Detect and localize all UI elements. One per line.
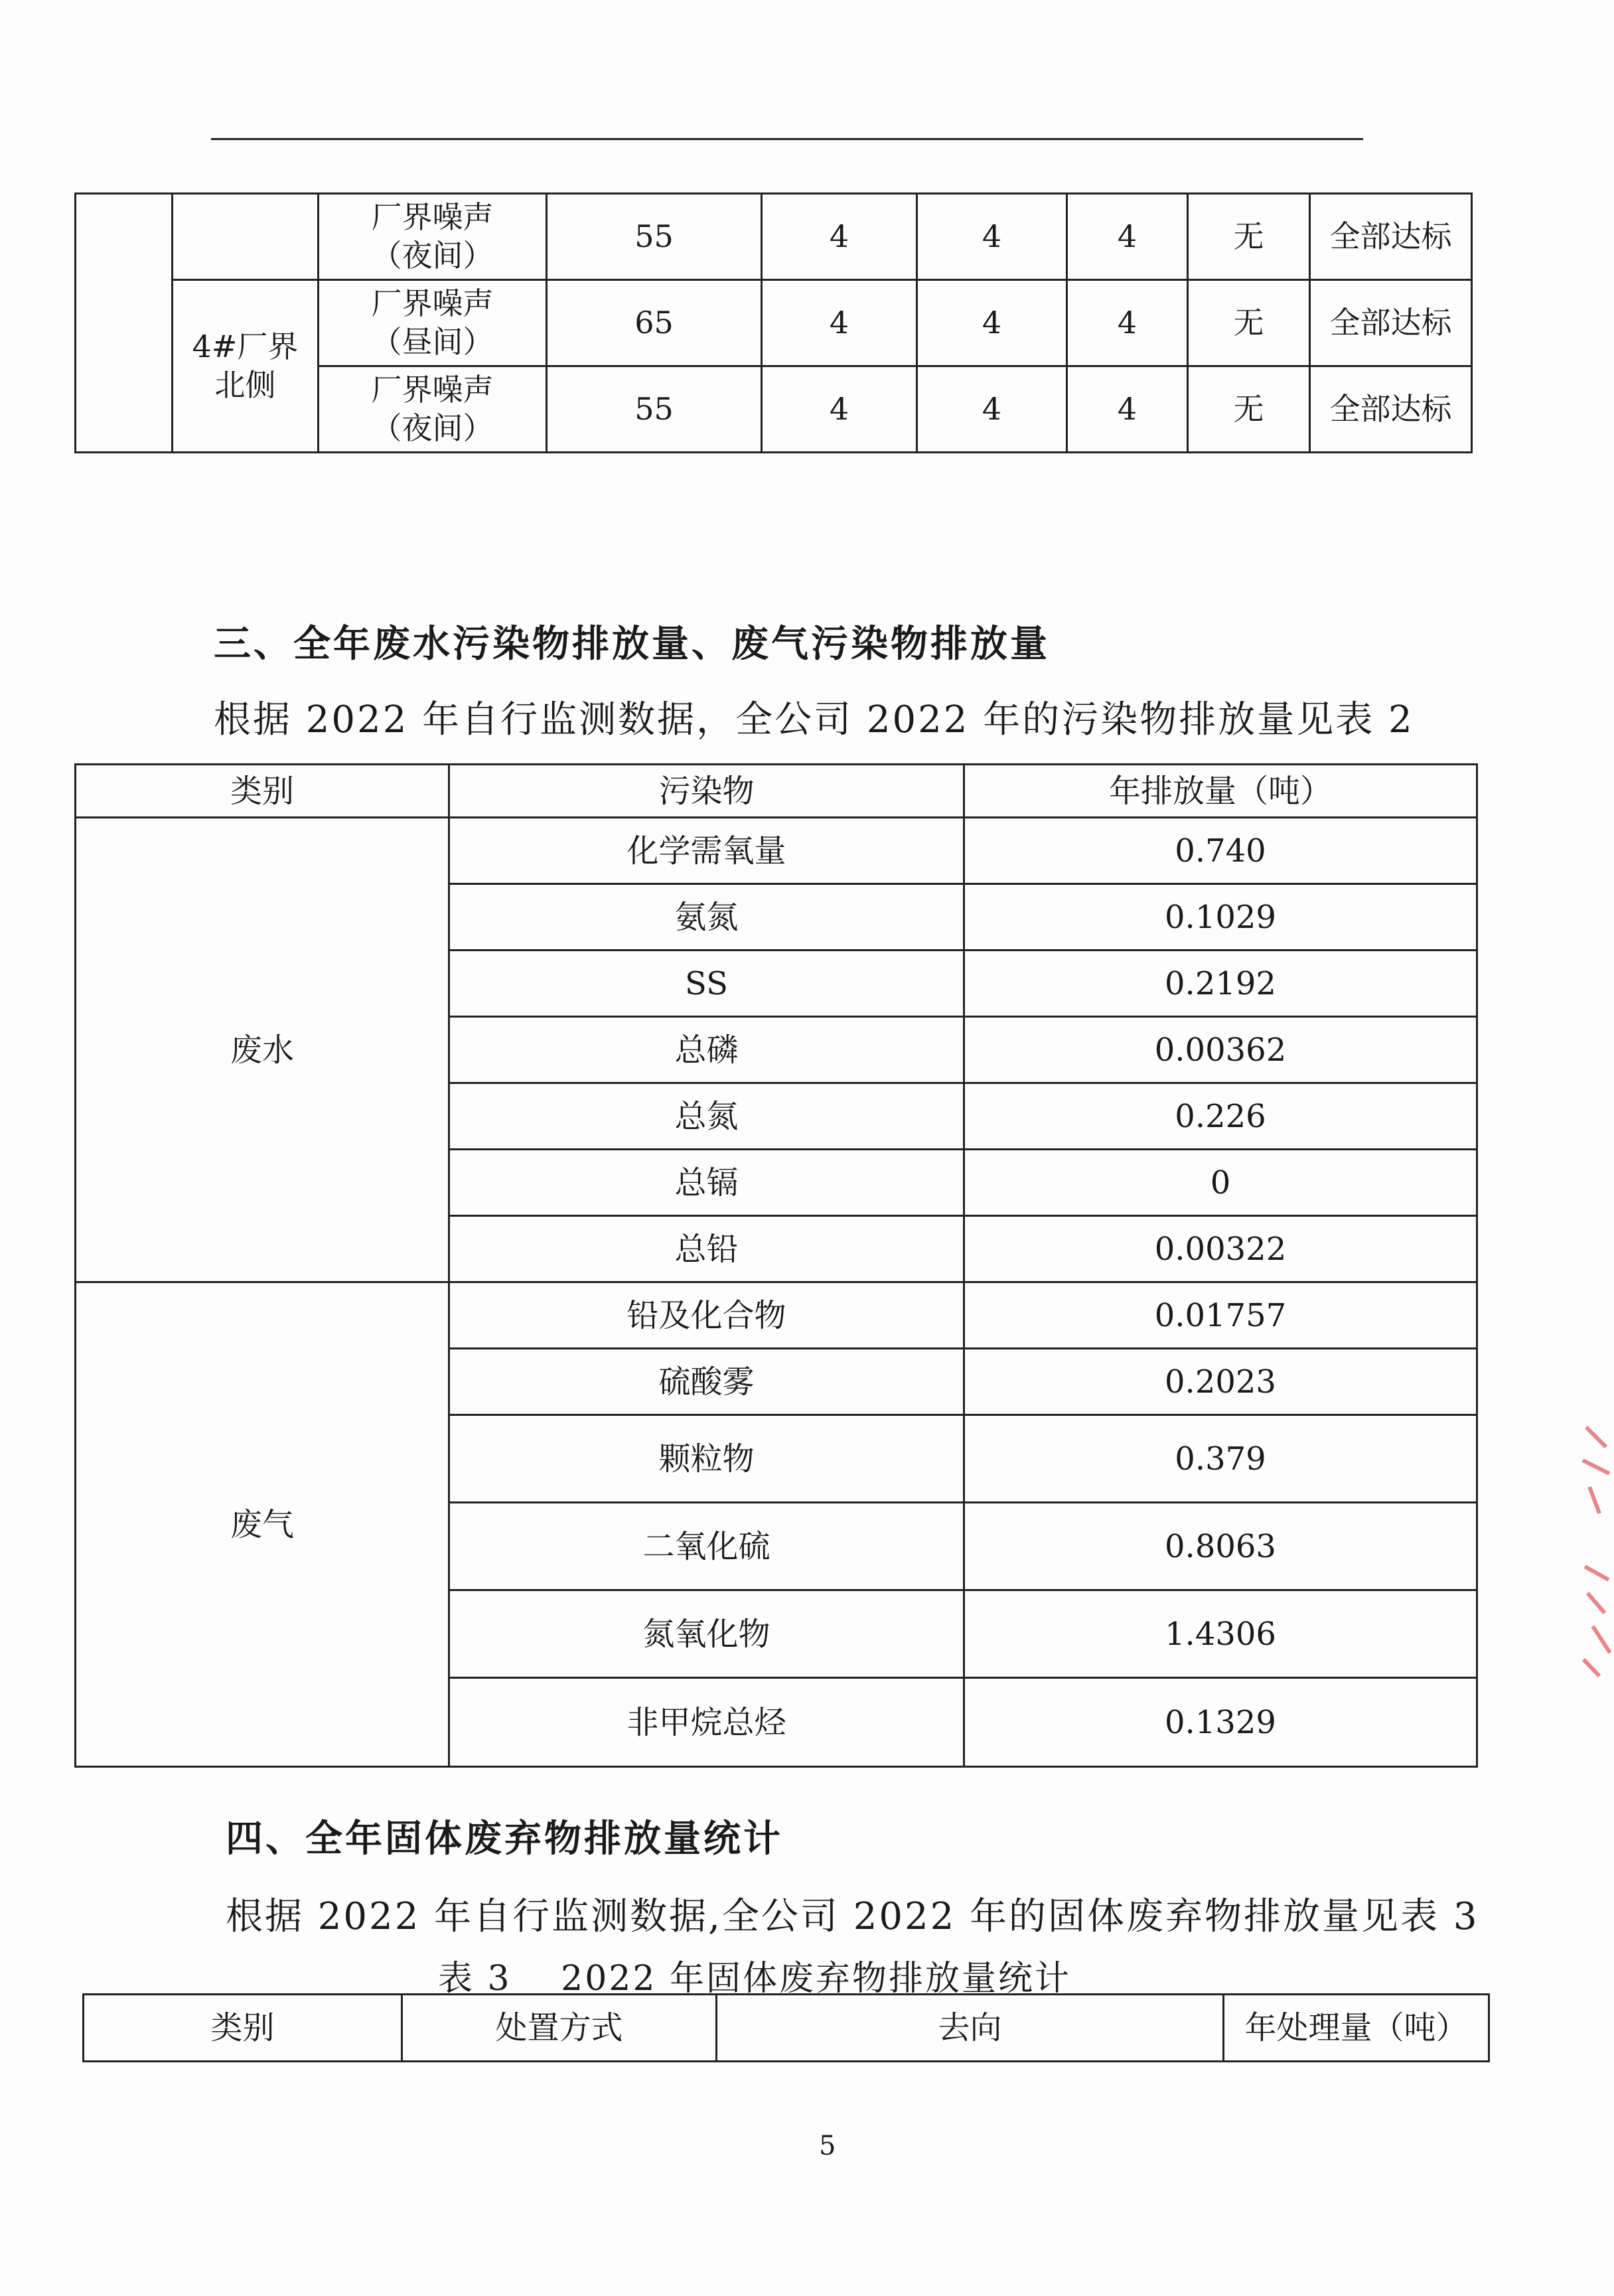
category-cell: 废气 [76, 1282, 449, 1767]
header-cell: 污染物 [449, 765, 964, 818]
table-cell: 厂界噪声 （夜间） [319, 194, 547, 280]
section-intro: 根据 2022 年自行监测数据,全公司 2022 年的固体废弃物排放量见表 3 [226, 1895, 1479, 1938]
header-cell: 年排放量（吨） [964, 765, 1477, 818]
table-cell: 0.1029 [964, 884, 1477, 951]
table-cell: 4 [917, 280, 1067, 366]
table-header-row [84, 1995, 1489, 2062]
section-intro: 根据 2022 年自行监测数据，全公司 2022 年的污染物排放量见表 2 [214, 698, 1414, 741]
table-cell: 铅及化合物 [449, 1282, 964, 1349]
table-cell: 总镉 [449, 1150, 964, 1216]
table-cell: 全部达标 [1310, 366, 1472, 453]
table-cell: 0.2023 [964, 1349, 1477, 1415]
table-cell: 全部达标 [1310, 194, 1472, 280]
table-cell: 无 [1188, 280, 1310, 366]
category-cell: 废水 [76, 818, 449, 1282]
table-cell: 总磷 [449, 1017, 964, 1083]
table-cell: 55 [547, 366, 762, 453]
table-cell: 总铅 [449, 1216, 964, 1282]
table-cell: 4 [917, 194, 1067, 280]
table-cell: 0.8063 [964, 1503, 1477, 1590]
table-cell: 无 [1188, 366, 1310, 453]
table-cell: 0.01757 [964, 1282, 1477, 1349]
table-cell: 1.4306 [964, 1590, 1477, 1678]
section-heading: 三、全年废水污染物排放量、废气污染物排放量 [214, 622, 1050, 666]
table-cell [76, 194, 173, 453]
header-cell: 类别 [76, 765, 449, 818]
header-cell: 处置方式 [402, 1995, 717, 2062]
header-cell: 类别 [84, 1995, 402, 2062]
table-cell: 0 [964, 1150, 1477, 1216]
table-cell: 全部达标 [1310, 280, 1472, 366]
table-cell: 非甲烷总烃 [449, 1678, 964, 1767]
table-cell: 无 [1188, 194, 1310, 280]
table-cell: 4 [917, 366, 1067, 453]
table-cell: 颗粒物 [449, 1415, 964, 1503]
table-cell: 4 [762, 280, 917, 366]
table-cell: 二氧化硫 [449, 1503, 964, 1590]
solid-waste-table [82, 1993, 1490, 2062]
table-cell: 0.379 [964, 1415, 1477, 1503]
table-cell: 65 [547, 280, 762, 366]
header-rule [211, 138, 1363, 140]
noise-table [74, 192, 1473, 453]
seal-stamp [1579, 1414, 1614, 1679]
table-row [76, 280, 1472, 366]
emission-table [74, 763, 1478, 1768]
table-cell: 0.2192 [964, 951, 1477, 1017]
table-cell: 0.226 [964, 1083, 1477, 1150]
table-cell: 55 [547, 194, 762, 280]
table-cell: 4 [762, 194, 917, 280]
table-cell: 0.740 [964, 818, 1477, 884]
table-cell: 4 [1067, 366, 1188, 453]
table-cell: 0.00362 [964, 1017, 1477, 1083]
table-cell: SS [449, 951, 964, 1017]
table-cell: 厂界噪声 （夜间） [319, 366, 547, 453]
table-row [76, 1282, 1477, 1349]
page-number: 5 [819, 2131, 836, 2161]
table-row [76, 194, 1472, 280]
table-cell: 总氮 [449, 1083, 964, 1150]
table-header-row [76, 765, 1477, 818]
table-cell: 氮氧化物 [449, 1590, 964, 1678]
header-cell: 去向 [717, 1995, 1224, 2062]
table-cell: 4#厂界 北侧 [173, 280, 319, 453]
table-cell: 4 [1067, 280, 1188, 366]
section-heading: 四、全年固体废弃物排放量统计 [226, 1817, 783, 1861]
table-cell: 4 [762, 366, 917, 453]
table-row [76, 818, 1477, 884]
header-cell: 年处理量（吨） [1224, 1995, 1489, 2062]
table-cell: 氨氮 [449, 884, 964, 951]
table-caption: 表 3 2022 年固体废弃物排放量统计 [438, 1959, 1072, 1999]
table-cell: 厂界噪声 （昼间） [319, 280, 547, 366]
table-cell: 化学需氧量 [449, 818, 964, 884]
table-cell: 0.1329 [964, 1678, 1477, 1767]
table-cell: 0.00322 [964, 1216, 1477, 1282]
table-cell [173, 194, 319, 280]
seal-stroke [1583, 1427, 1610, 1676]
table-cell: 硫酸雾 [449, 1349, 964, 1415]
table-cell: 4 [1067, 194, 1188, 280]
